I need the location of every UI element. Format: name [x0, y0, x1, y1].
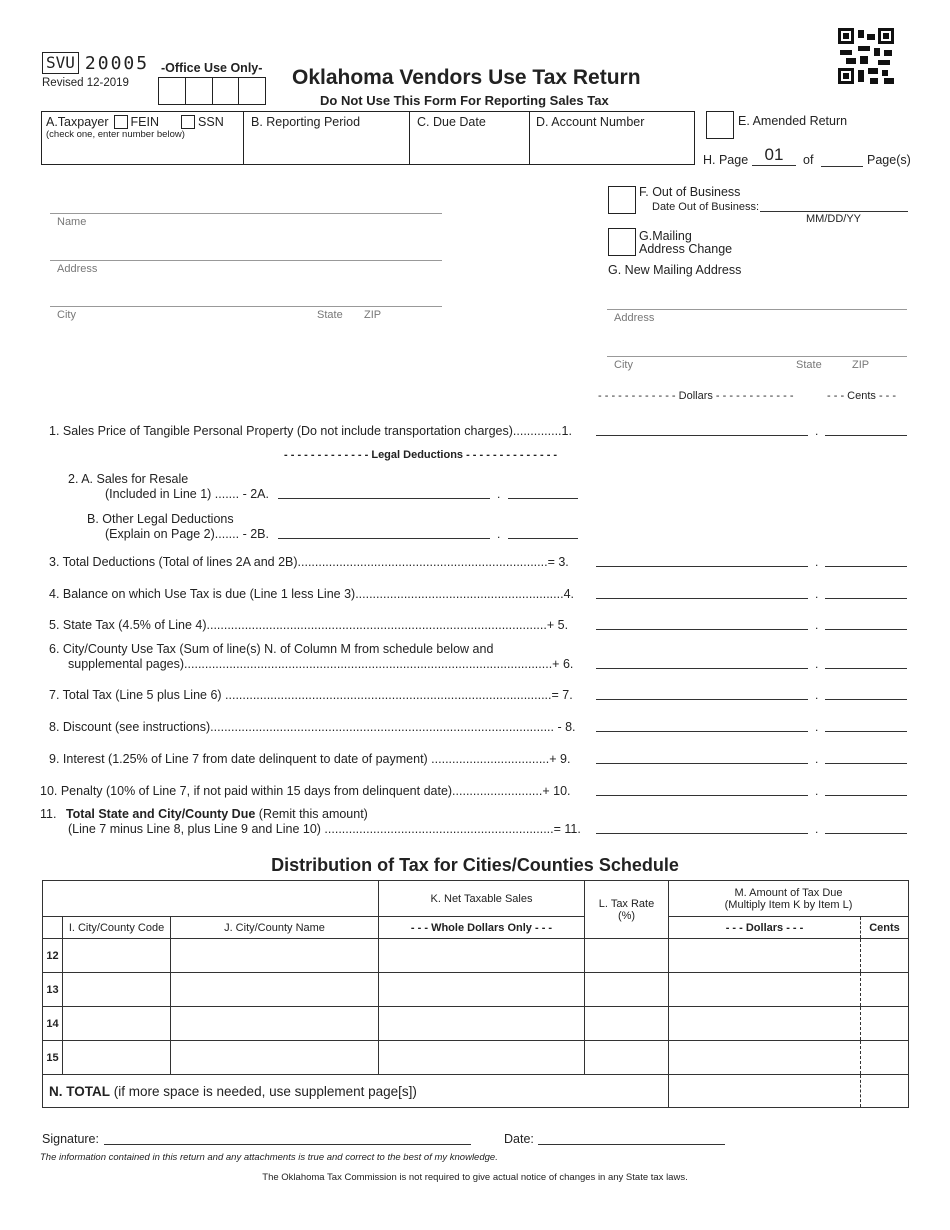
account-number-label: D. Account Number	[536, 115, 645, 129]
line-5-decimal: .	[815, 618, 819, 632]
col-m-header	[669, 881, 909, 917]
address-line[interactable]	[50, 260, 442, 261]
row-number: 15	[43, 1041, 63, 1075]
line-2b-label-1: B. Other Legal Deductions	[87, 512, 234, 526]
reporting-period-cell[interactable]	[244, 112, 410, 164]
new-zip-label: ZIP	[852, 359, 870, 371]
col-m-dollars-header: - - - Dollars - - -	[669, 917, 861, 939]
row-number: 12	[43, 939, 63, 973]
col-l-header	[585, 881, 669, 939]
due-date-cell[interactable]	[410, 112, 530, 164]
line-2a-decimal: .	[497, 487, 501, 501]
line-2b-label-2: (Explain on Page 2)....... - 2B.	[105, 527, 269, 541]
col-j-header: J. City/County Name	[171, 917, 379, 939]
tax-due-cents-cell[interactable]	[861, 1041, 909, 1075]
city-code-cell[interactable]	[63, 1007, 171, 1041]
signature-line[interactable]	[104, 1144, 471, 1145]
legal-deductions-header: - - - - - - - - - - - - - Legal Deductions - - - - - - - - - - - - - -	[284, 449, 558, 461]
line-3-cents[interactable]	[825, 566, 907, 567]
date-out-label: Date Out of Business:	[652, 201, 759, 213]
city-code-cell[interactable]	[63, 1041, 171, 1075]
line-2a-dollars[interactable]	[278, 498, 490, 499]
of-label: of	[803, 153, 814, 167]
net-taxable-cell[interactable]	[379, 973, 585, 1007]
total-row	[43, 1075, 909, 1108]
schedule-title: Distribution of Tax for Cities/Counties Schedule	[271, 855, 679, 875]
total-label-bold: N. TOTAL	[49, 1083, 110, 1099]
line-5-cents[interactable]	[825, 629, 907, 630]
line-11-label-1	[40, 807, 368, 821]
fein-checkbox[interactable]	[114, 115, 128, 129]
line-3-label: 3. Total Deductions (Total of lines 2A and 2B)........................................................................= 3.	[49, 555, 569, 569]
line-4-dollars[interactable]	[596, 598, 808, 599]
state-label: State	[317, 309, 343, 321]
due-date-label: C. Due Date	[417, 115, 486, 129]
tax-rate-cell[interactable]	[585, 1041, 669, 1075]
line-1-dollars[interactable]	[596, 435, 808, 436]
account-number-cell[interactable]	[530, 112, 694, 164]
line-9-decimal: .	[815, 752, 819, 766]
header-info-row	[41, 111, 695, 165]
line-7-dollars[interactable]	[596, 699, 808, 700]
table-row	[43, 1041, 909, 1075]
line-11-dollars[interactable]	[596, 833, 808, 834]
line-6-cents[interactable]	[825, 668, 907, 669]
line-2a-cents[interactable]	[508, 498, 578, 499]
page-label: H. Page	[703, 153, 749, 167]
tax-rate-cell[interactable]	[585, 1007, 669, 1041]
line-1-decimal: .	[815, 424, 819, 438]
ssn-label: SSN	[198, 115, 224, 129]
line-2b-dollars[interactable]	[278, 538, 490, 539]
table-row	[43, 939, 909, 973]
amended-return-checkbox[interactable]	[706, 111, 734, 139]
dollars-header: - - - - - - - - - - - - Dollars - - - - - - - - - - - -	[598, 390, 794, 402]
line-7-decimal: .	[815, 688, 819, 702]
net-taxable-cell[interactable]	[379, 939, 585, 973]
total-dollars-cell[interactable]	[669, 1075, 861, 1108]
form-code	[42, 52, 149, 74]
line-8-dollars[interactable]	[596, 731, 808, 732]
line-5-label: 5. State Tax (4.5% of Line 4)..................................................................................................+ 5.	[49, 618, 569, 632]
table-row	[43, 973, 909, 1007]
col-k-subheader: - - - Whole Dollars Only - - -	[379, 917, 585, 939]
mailing-change-label-2: Address Change	[639, 242, 733, 256]
page-number[interactable]	[752, 145, 796, 166]
line-7-label: 7. Total Tax (Line 5 plus Line 6) ..............................................................................................= 7.	[49, 688, 573, 702]
line-1-cents[interactable]	[825, 435, 907, 436]
signature-label: Signature:	[42, 1132, 99, 1146]
name-line[interactable]	[50, 213, 442, 214]
taxpayer-label: A.Taxpayer	[46, 115, 109, 129]
line-2a-label-1: 2. A. Sales for Resale	[68, 472, 189, 486]
tax-due-dollars-cell[interactable]	[669, 1007, 861, 1041]
new-address-label: Address	[614, 312, 655, 324]
taxpayer-cell	[42, 112, 244, 164]
fein-label: FEIN	[130, 115, 160, 129]
line-10-dollars[interactable]	[596, 795, 808, 796]
line-6-label-2: supplemental pages)..........................................................................................................+ 6.	[68, 657, 574, 671]
office-use-boxes	[158, 77, 266, 105]
name-label: Name	[57, 216, 87, 228]
taxpayer-note: (check one, enter number below)	[46, 129, 185, 140]
col-m-line-2: (Multiply Item K by Item L)	[724, 898, 853, 911]
city-name-cell[interactable]	[171, 1041, 379, 1075]
city-name-cell[interactable]	[171, 939, 379, 973]
page-total[interactable]	[821, 166, 863, 167]
city-line[interactable]	[50, 306, 442, 307]
new-address-line[interactable]	[607, 309, 907, 310]
city-label: City	[57, 309, 76, 321]
new-mailing-label: G. New Mailing Address	[608, 263, 742, 277]
tax-due-dollars-cell[interactable]	[669, 1041, 861, 1075]
row-number: 14	[43, 1007, 63, 1041]
line-3-dollars[interactable]	[596, 566, 808, 567]
zip-label: ZIP	[364, 309, 382, 321]
date-format-label: MM/DD/YY	[806, 213, 861, 225]
form-code-prefix: SVU	[42, 52, 79, 74]
tax-rate-cell[interactable]	[585, 973, 669, 1007]
total-cents-cell[interactable]	[861, 1075, 909, 1108]
tax-due-cents-cell[interactable]	[861, 973, 909, 1007]
net-taxable-cell[interactable]	[379, 1007, 585, 1041]
line-9-dollars[interactable]	[596, 763, 808, 764]
line-3-decimal: .	[815, 555, 819, 569]
new-city-label: City	[614, 359, 633, 371]
col-l-line-1: L. Tax Rate	[598, 897, 655, 910]
form-code-number: 20005	[84, 52, 150, 74]
out-of-business-checkbox[interactable]	[608, 186, 636, 214]
total-label	[43, 1075, 669, 1108]
line-11-cents[interactable]	[825, 833, 907, 834]
line-6-decimal: .	[815, 657, 819, 671]
line-9-cents[interactable]	[825, 763, 907, 764]
schedule-table	[42, 880, 909, 1108]
revised-date: Revised 12-2019	[42, 77, 129, 89]
new-state-label: State	[796, 359, 822, 371]
tax-due-dollars-cell[interactable]	[669, 973, 861, 1007]
amended-return-label: E. Amended Return	[738, 114, 848, 128]
date-line[interactable]	[538, 1144, 725, 1145]
line-5-dollars[interactable]	[596, 629, 808, 630]
line-10-cents[interactable]	[825, 795, 907, 796]
office-use-label: -Office Use Only-	[161, 61, 263, 75]
tax-due-cents-cell[interactable]	[861, 939, 909, 973]
col-i-header: I. City/County Code	[63, 917, 171, 939]
line-11-rest: (Remit this amount)	[255, 807, 368, 821]
line-10-label: 10. Penalty (10% of Line 7, if not paid within 15 days from delinquent date)..........................+ 10.	[40, 784, 571, 798]
new-city-line[interactable]	[607, 356, 907, 357]
tax-due-dollars-cell[interactable]	[669, 939, 861, 973]
line-9-label: 9. Interest (1.25% of Line 7 from date delinquent to date of payment) ..................................+ 9.	[49, 752, 571, 766]
line-10-decimal: .	[815, 784, 819, 798]
attestation-text: The information contained in this return and any attachments is true and correct to the best of my knowledge.	[40, 1152, 498, 1163]
city-name-cell[interactable]	[171, 1007, 379, 1041]
col-l-line-2: (%)	[617, 909, 636, 922]
out-of-business-label: F. Out of Business	[639, 185, 741, 199]
col-k-header: K. Net Taxable Sales	[379, 881, 585, 917]
line-11-decimal: .	[815, 822, 819, 836]
line-11-bold: Total State and City/County Due	[65, 807, 256, 821]
date-label: Date:	[504, 1132, 534, 1146]
reporting-period-label: B. Reporting Period	[251, 115, 361, 129]
line-11-num: 11.	[40, 807, 57, 821]
line-4-label: 4. Balance on which Use Tax is due (Line 1 less Line 3)............................................................4.	[49, 587, 574, 601]
net-taxable-cell[interactable]	[379, 1041, 585, 1075]
line-2b-decimal: .	[497, 527, 501, 541]
total-label-rest: (if more space is needed, use supplement page[s])	[110, 1083, 417, 1099]
city-code-cell[interactable]	[63, 973, 171, 1007]
pages-label: Page(s)	[867, 153, 911, 167]
line-8-label: 8. Discount (see instructions)................................................................................................... - 8.	[49, 720, 576, 734]
ssn-checkbox[interactable]	[181, 115, 195, 129]
date-out-line[interactable]	[760, 211, 908, 212]
line-4-cents[interactable]	[825, 598, 907, 599]
mailing-change-checkbox[interactable]	[608, 228, 636, 256]
row-number: 13	[43, 973, 63, 1007]
city-code-cell[interactable]	[63, 939, 171, 973]
col-m-line-1: M. Amount of Tax Due	[734, 886, 843, 899]
line-1-label: 1. Sales Price of Tangible Personal Property (Do not include transportation charges)..............1.	[49, 424, 572, 438]
mailing-change-label-1: G.Mailing	[639, 229, 692, 243]
city-name-cell[interactable]	[171, 973, 379, 1007]
cents-header: - - - Cents - - -	[827, 390, 897, 402]
line-4-decimal: .	[815, 587, 819, 601]
address-label: Address	[57, 263, 98, 275]
tax-rate-cell[interactable]	[585, 939, 669, 973]
line-11-label-2: (Line 7 minus Line 8, plus Line 9 and Line 10) ..................................................................= 11.	[68, 822, 581, 836]
form-subtitle: Do Not Use This Form For Reporting Sales Tax	[320, 93, 609, 108]
line-7-cents[interactable]	[825, 699, 907, 700]
form-title: Oklahoma Vendors Use Tax Return	[292, 66, 641, 89]
table-row	[43, 1007, 909, 1041]
tax-due-cents-cell[interactable]	[861, 1007, 909, 1041]
line-6-dollars[interactable]	[596, 668, 808, 669]
notice-text: The Oklahoma Tax Commission is not required to give actual notice of changes in any State tax laws.	[262, 1172, 688, 1183]
line-6-label-1: 6. City/County Use Tax (Sum of line(s) N. of Column M from schedule below and	[49, 642, 494, 656]
line-2b-cents[interactable]	[508, 538, 578, 539]
line-8-cents[interactable]	[825, 731, 907, 732]
page-number-value: 01	[764, 145, 784, 164]
line-2a-label-2: (Included in Line 1) ....... - 2A.	[105, 487, 269, 501]
qr-code	[838, 28, 894, 84]
line-8-decimal: .	[815, 720, 819, 734]
col-m-cents-header: Cents	[861, 917, 909, 939]
